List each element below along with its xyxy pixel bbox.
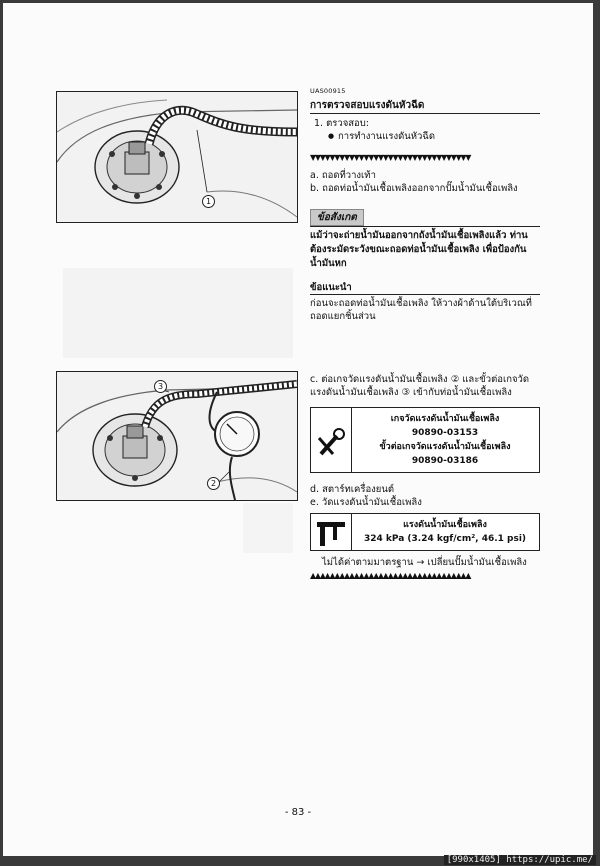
step-b: b. ถอดท่อน้ำมันเชื้อเพลิงออกจากปั๊มน้ำมันเชื้อเพลิง [310,183,518,194]
notice-header [310,209,540,227]
tip-label: ข้อแนะนำ [310,281,540,295]
tool-adapter-part: 90890-03186 [411,456,479,466]
end-marks: ▲▲▲▲▲▲▲▲▲▲▲▲▲▲▲▲▲▲▲▲▲▲▲▲▲▲▲▲▲▲▲▲▲ [310,571,471,580]
step-a: a. ถอดที่วางเท้า [310,170,376,181]
step-1: 1. ตรวจสอบ: [314,118,369,129]
step-1-bullet: ● การทำงานแรงดันหัวฉีด [324,130,540,143]
fuel-pump-illustration [57,92,297,222]
spec-name: แรงดันน้ำมันเชื้อเพลิง [403,520,487,530]
tip-text: ก่อนจะถอดท่อน้ำมันเชื้อเพลิง ให้วางผ้าด้านใต้บริเวณที่ถอดแยกชิ้นส่วน [310,298,532,322]
wrench-icon [311,408,352,472]
tool-adapter-name: ขั้วต่อเกจวัดแรงดันน้ำมันเชื้อเพลิง [379,442,511,452]
text-column-lower [310,373,540,581]
figure-fuel-pressure-gauge [56,371,298,501]
notice-label: ข้อสังเกต [310,209,364,226]
spec-value: 324 kPa (3.24 kgf/cm², 46.1 psi) [363,534,527,544]
section-title: การตรวจสอบแรงดันหัวฉีด [310,99,540,114]
step-e: e. วัดแรงดันน้ำมันเชื้อเพลิง [310,497,422,508]
manual-page [3,3,593,856]
section-code: UAS00915 [310,87,346,95]
scan-credit: [990x1405] https://upic.me/ [444,855,596,865]
figure-fuel-pump-hose [56,91,298,223]
figure2-callout-3: 3 [154,380,167,393]
tool-box [310,407,540,473]
caliper-icon [311,514,352,550]
tool-gauge-part: 90890-03153 [411,428,479,438]
pressure-gauge-illustration [57,372,297,500]
spec-box [310,513,540,551]
text-column [310,85,540,323]
tool-gauge-name: เกจวัดแรงดันน้ำมันเชื้อเพลิง [390,414,500,424]
figure1-callout-1: 1 [202,195,215,208]
step-c: c. ต่อเกจวัดแรงดันน้ำมันเชื้อเพลิง ② และขั้วต่อเกจวัดแรงดันน้ำมันเชื้อเพลิง ③ เข้ากับท่อน้ำมันเชื้อเพลิง [310,374,530,398]
bleed-through-shadow [243,503,293,553]
page-number: - 83 - [284,807,312,818]
notice-text: แม้ว่าจะถ่ายน้ำมันออกจากถังน้ำมันเชื้อเพลิงแล้ว ท่านต้องระมัดระวังขณะถอดท่อน้ำมันเชื้อเพลิง เพื่อป้องกันน้ำมันหก [310,230,528,269]
out-of-spec-action: ไม่ได้ค่าตามมาตรฐาน → เปลี่ยนปั๊มน้ำมันเชื้อเพลิง [322,557,527,568]
start-marks: ▼▼▼▼▼▼▼▼▼▼▼▼▼▼▼▼▼▼▼▼▼▼▼▼▼▼▼▼▼▼▼▼▼ [310,153,471,162]
figure2-callout-2: 2 [207,477,220,490]
bleed-through-shadow [63,268,293,358]
step-d: d. สตาร์ทเครื่องยนต์ [310,484,395,495]
